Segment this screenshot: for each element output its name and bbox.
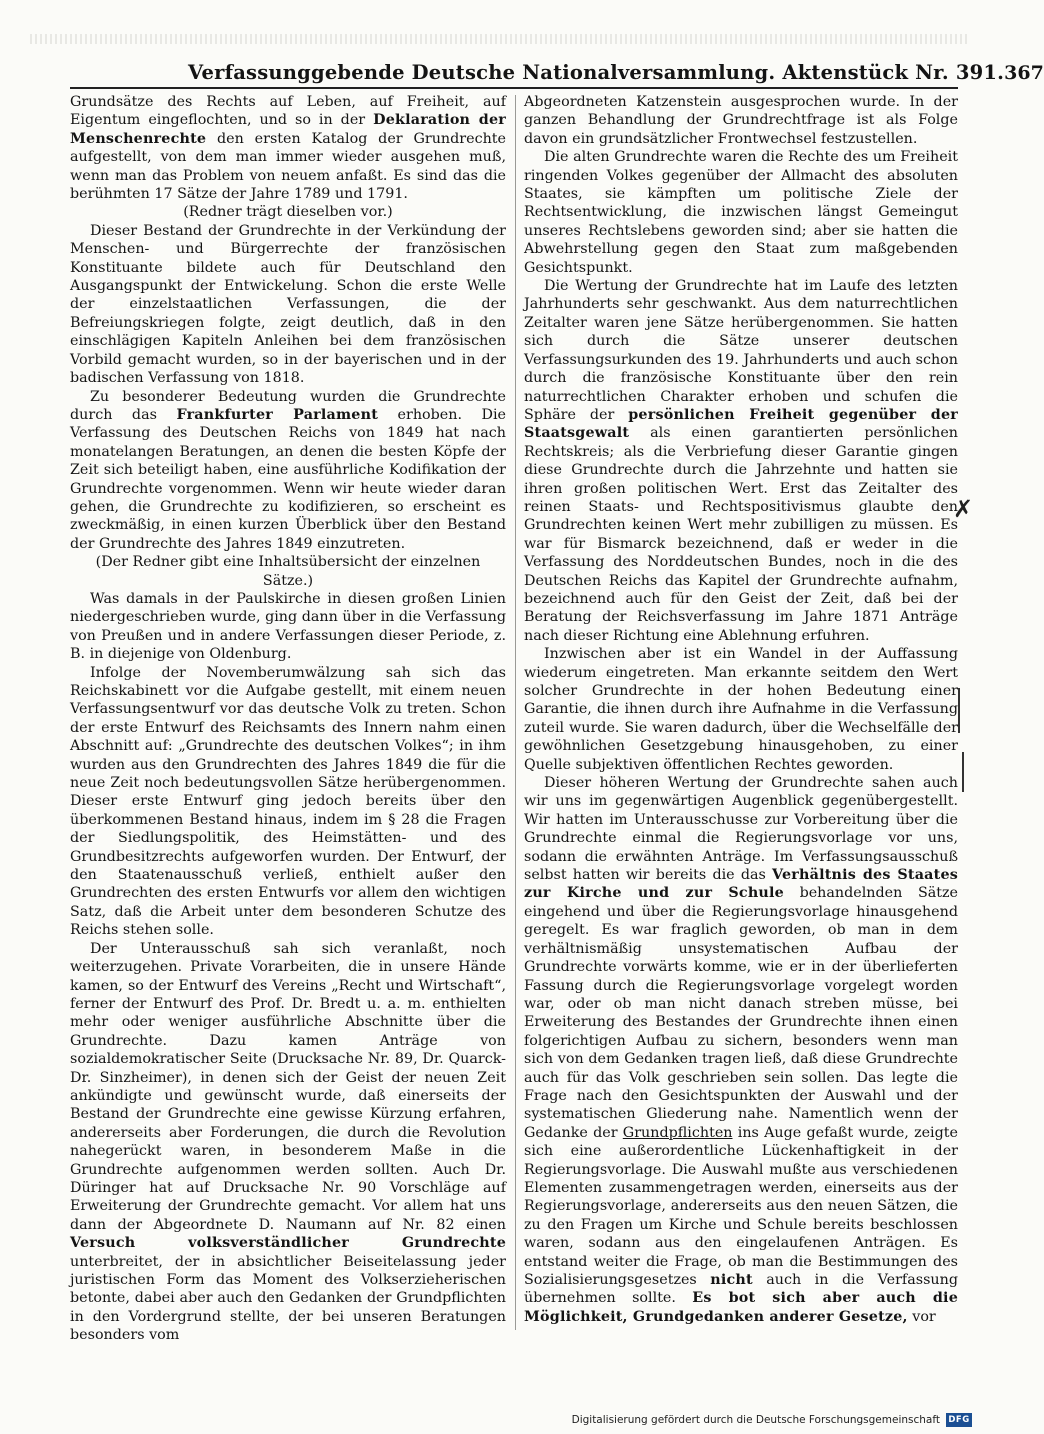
underlined-term: Grundpflichten — [622, 1124, 733, 1141]
body-paragraph — [70, 940, 506, 1345]
bold-emphasis: Frankfurter Parlament — [176, 406, 379, 423]
body-paragraph — [70, 590, 506, 664]
bold-emphasis: persönlichen Freiheit gegenüber der Staatsgewalt — [524, 406, 959, 442]
bold-emphasis: Verhältnis des Staates zur Kirche und zur Schule — [524, 867, 958, 902]
text-run: Zu besonderer Bedeutung wurden die Grundrechte durch das — [70, 388, 506, 423]
text-run: behandelnden Sätze eingehend und über die Regierungsvorlage hinausgehend geregelt. Es war fraglich geworden, ob man in dem verhältnismäßig unsystematischen Aufbau der Grundrechte vorwärts komme, wie er in der überlieferten Fassung durch die Regierungsvorlage vorgelegt worden war, oder ob man nicht danach streben müsse, bei Erweiterung des Bestandes der Grundrechte ihnen einen folgerichtigen Aufbau zu sichern, besonders wenn man sich von dem Gedanken tragen ließ, daß diese Grundrechte auch für das Volk geschrieben sein sollen. Das legte die Frage nach den Gesichtspunkten der Auswahl und der systematischen Gliederung nahe. Namentlich wenn der Gedanke der — [524, 885, 958, 1141]
body-paragraph — [524, 93, 958, 148]
text-run: unterbreitet, der in absichtlicher Beiseitelassung jeder juristischen Form das Moment des Volkserzieherischen betonte, dabei aber auch den Gedanken der Grundpflichten in den Vordergrund stellte, der bei unseren Beratungen besonders vom — [70, 1253, 506, 1344]
page-footer — [572, 1413, 972, 1427]
scan-edge-noise — [30, 34, 970, 44]
running-title: Verfassunggebende Deutsche Nationalversammlung. Aktenstück Nr. 391. — [188, 61, 1005, 84]
text-run: den ersten Katalog der Grundrechte aufgestellt, von dem man immer wieder ausgehen muß, wenn man das Problem von neuem anfaßt. Es sind das die berühmten 17 Sätze der Jahre 1789 und 1791. — [70, 130, 506, 203]
dfg-logo: DFG — [946, 1413, 972, 1427]
text-run: ins Auge gefaßt wurde, zeigte sich eine außerordentliche Lückenhaftigkeit in der Regierungsvorlage. Die Auswahl mußte aus verschiedenen Elementen zusammengetragen werden, einerseits aus der Regierungsvorlage, andererseits aus den neuen Sätzen, die zu den Fragen um Kirche und Schule bereits beschlossen waren, sodann aus den eingelaufenen Anträgen. Es entstand weiter die Frage, ob man die Bestimmungen des Sozialisierungsgesetzes — [524, 1124, 958, 1288]
text-run: Was damals in der Paulskirche in diesen großen Linien niedergeschrieben wurde, ging dann über in die Verfassung von Preußen und in andere Verfassungen dieser Periode, z. B. in diejenige von Oldenburg. — [70, 590, 506, 663]
bold-emphasis: Versuch volksverständlicher Grundrechte — [70, 1235, 506, 1252]
stage-direction: (Der Redner gibt eine Inhaltsübersicht der einzelnen Sätze.) — [95, 554, 481, 589]
text-run: als einen garantierten persönlichen Rechtskreis; als die Verbriefung dieser Garantie gingen diese Grundrechte durch die Jahrzehnte und hatten sie ihren großen politischen Wert. Erst das Zeitalter des reinen Staats- und Rechtspositivismus glaubte den Grundrechten keinen Wert mehr zubilligen zu müssen. Es war für Bismarck bezeichnend, daß er weder in die Verfassung des Norddeutschen Bundes, noch in die des Deutschen Reichs das Kapitel der Grundrechte aufnahm, bezeichnend auch für den Geist der Zeit, daß bei der Beratung der Reichsverfassung im Jahre 1871 Anträge nach dieser Richtung eine Ablehnung erfuhren. — [524, 425, 958, 644]
text-run: Dieser Bestand der Grundrechte in der Verkündung der Menschen- und Bürgerrechte der französischen Konstituante bildete auch für Deutschland den Ausgangspunkt der Entwickelung. Schon die erste Welle der einzelstaatlichen Verfassungen, die der Befreiungskriegen folgte, zeigt deutlich, daß in den einschlägigen Kapiteln Anleihen bei dem französischen Vorbild gemacht wurden, so in der bayerischen und in der badischen Verfassung von 1818. — [70, 222, 506, 387]
text-run: Dieser höheren Wertung der Grundrechte sahen auch wir uns im gegenwärtigen Augenblick gegenübergestellt. Wir hatten im Unterausschusse zur Vorbereitung über die Grundrechte einmal die Regierungsvorlage vor uns, sodann die erwähnten Anträge. Im Verfassungsausschuß selbst hatten wir bereits die das — [524, 775, 958, 884]
text-run: Inzwischen aber ist ein Wandel in der Auffassung wiederum eingetreten. Man erkannte seitdem den Wert solcher Grundrechte in der hohen Bedeutung einer Garantie, die ihnen durch ihre Aufnahme in die Verfassung zuteil wurde. Sie waren dadurch, über die Wechselfälle der gewöhnlichen Gesetzgebung hinausgehoben, zu einer Quelle subjektiven öffentlichen Rechtes geworden. — [524, 646, 958, 773]
text-run: erhoben. Die Verfassung des Deutschen Reichs von 1849 hat nach monatelangen Beratungen, an denen die besten Köpfe der Zeit sich beteiligt haben, eine ausführliche Kodifikation der Grundrechte vorgenommen. Wenn wir heute wieder daran gehen, die Grundrechte zu kodifizieren, so erscheint es zweckmäßig, in einen kurzen Überblick über den Bestand der Grundrechte des Jahres 1849 einzutreten. — [70, 406, 507, 552]
right-column — [524, 93, 958, 1333]
left-column — [70, 93, 507, 1344]
bold-emphasis: Deklaration der Menschenrechte — [70, 112, 506, 147]
bold-emphasis: Es bot sich aber auch die Möglichkeit, Grundgedanken anderer Gesetze, — [524, 1290, 958, 1325]
bold-emphasis: nicht — [710, 1272, 753, 1288]
body-paragraph — [70, 664, 506, 940]
text-run: vor — [907, 1308, 936, 1325]
text-run: Der Unterausschuß sah sich veranlaßt, noch weiterzugehen. Private Vorarbeiten, die in unsere Hände kamen, so der Entwurf des Vereins „Recht und Wirtschaft“, ferner der Entwurf des Prof. Dr. Bredt u. a. m. enthielten mehr oder weniger ausführliche Abschnitte über die Grundrechte. Dazu kamen Anträge von sozialdemokratischer Seite (Drucksache Nr. 89, Dr. Quarck-Dr. Sinzheimer), in denen sich der Geist der neuen Zeit ankündigte und gewünscht wurde, daß einerseits der Bestand der Grundrechte eine gewisse Kürzung erfahren, andererseits aber Forderungen, die durch die Revolution nahegerückt waren, in besonderem Maße in die Grundrechte aufgenommen werden sollten. Auch Dr. Düringer hat auf Drucksache Nr. 90 Vorschläge auf Erweiterung der Grundrechte gemacht. Vor allem hat uns dann der Abgeordnete D. Naumann auf Nr. 82 einen — [70, 940, 506, 1233]
funding-note: Digitalisierung gefördert durch die Deutsche Forschungsgemeinschaft — [571, 1414, 940, 1426]
body-paragraph — [524, 645, 958, 774]
text-run: Grundsätze des Rechts auf Leben, auf Freiheit, auf Eigentum eingeflochten, und so in der — [70, 94, 506, 129]
text-run: auch in die Verfassung übernehmen sollte. — [524, 1272, 958, 1307]
column-divider — [515, 95, 516, 1330]
body-paragraph — [70, 93, 506, 203]
text-run: Abgeordneten Katzenstein ausgesprochen wurde. In der ganzen Behandlung der Grundrechtfrage ist als Folge davon ein grundsätzlicher Frontwechsel festzustellen. — [524, 94, 958, 147]
text-run: Infolge der Novemberumwälzung sah sich das Reichskabinett vor die Aufgabe gestellt, mit einem neuen Verfassungsentwurf vor das deutsche Volk zu treten. Schon der erste Entwurf des Reichsamts des Innern nahm einen Abschnitt auf: „Grundrechte des deutschen Volkes“; in ihm wurden aus den Grundrechten des Jahres 1849 die für die neue Zeit noch bedeutungsvollen Sätze herübergenommen. Dieser erste Entwurf ging jedoch bereits über den überkommenen Bestand hinaus, indem im § 28 die Fragen der Siedlungspolitik, des Heimstätten- und des Grundbesitzrechts aufgeworfen wurden. Der Entwurf, der den Staatenausschuß verließ, enthielt außer den Grundrechten des ersten Entwurfs vor allem den wichtigen Satz, daß die Arbeit unter dem besonderen Schutze des Reichs stehen solle. — [70, 664, 506, 939]
body-paragraph — [524, 277, 958, 645]
body-paragraph — [70, 388, 506, 554]
margin-line-mark — [962, 752, 964, 792]
margin-line-mark — [958, 688, 960, 733]
stage-direction: (Redner trägt dieselben vor.) — [183, 204, 393, 221]
margin-cross-mark: ✗ — [953, 495, 974, 523]
body-paragraph — [524, 774, 958, 1326]
body-paragraph — [524, 148, 958, 277]
page-header — [70, 53, 1044, 89]
text-run: Die Wertung der Grundrechte hat im Laufe des letzten Jahrhunderts sehr geschwankt. Aus dem naturrechtlichen Zeitalter waren jene Sätze herübergenommen. Sie hatten sich durch die Sätze unserer deutschen Verfassungsurkunden des 19. Jahrhunderts und auch schon durch die französische Konstituante über den rein naturrechtlichen Charakter erhoben und schufen die Sphäre der — [524, 278, 958, 423]
page-number: 367 — [1004, 62, 1044, 84]
body-paragraph — [70, 222, 506, 388]
text-run: Die alten Grundrechte waren die Rechte des um Freiheit ringenden Volkes gegenüber der Allmacht des absoluten Staates, sie kämpften um politische Ziele der Rechtsentwicklung, die inzwischen längst Gemeingut unseres Rechtslebens geworden sind; aber sie hatten die Abwehrstellung gegen den Staat zum maßgebenden Gesichtspunkt. — [524, 149, 958, 276]
